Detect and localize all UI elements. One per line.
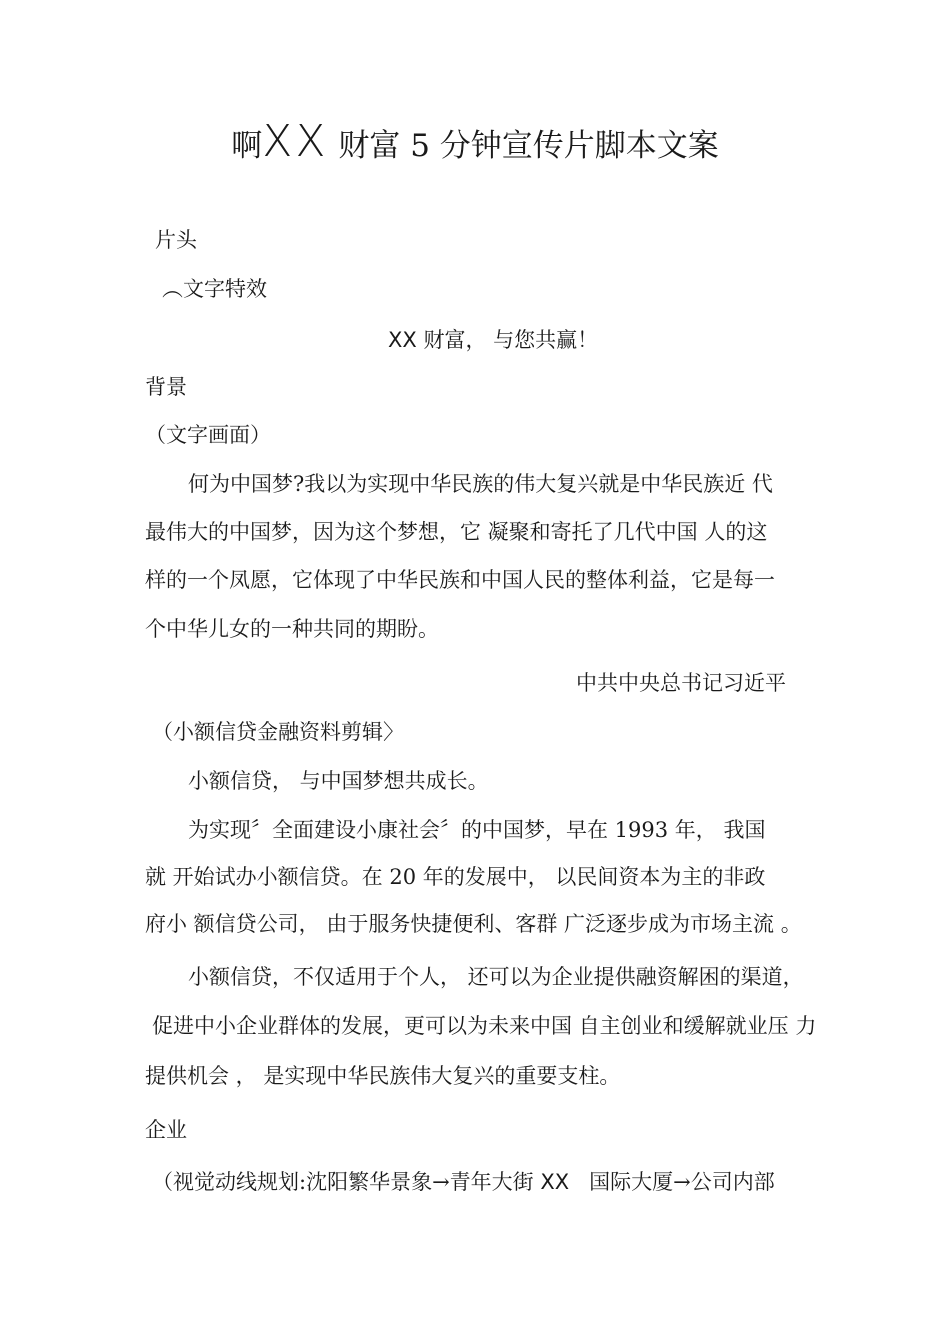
visual-text-label: （文字画面） [145,423,271,447]
quote-line: 何为中国梦?我以为实现中华民族的伟大复兴就是中华民族近 代 [188,472,773,496]
title-brand: XX [262,116,329,167]
title-prefix: 啊 [231,128,263,164]
text-effect-label: ︵文字特效 [162,277,267,301]
slogan-text: 财富， 与您共赢！ [423,328,599,352]
slogan-brand: XX [388,328,417,352]
section-heading-piantou: 片头 [155,228,197,252]
paragraph-line: 为实现〞全面建设小康社会〞的中国梦，早在 1993 年， 我国 [188,818,766,842]
paragraph-line: 提供机会 ， 是实现中华民族伟大复兴的重要支柱。 [145,1064,621,1088]
paragraph-line: 小额信贷，不仅适用于个人， 还可以为企业提供融资解困的渠道， [188,965,804,989]
quote-line: 最伟大的中国梦，因为这个梦想，它 凝聚和寄托了几代中国 人的这 [145,520,768,544]
route-brand: XX [540,1170,570,1194]
quote-line: 个中华儿女的一种共同的期盼。 [145,617,439,641]
document-title [0,118,950,170]
clip-slogan: 小额信贷， 与中国梦想共成长。 [188,769,489,793]
slogan [388,326,598,354]
paragraph-line: 促进中小企业群体的发展，更可以为未来中国 自主创业和缓解就业压 力 [152,1014,817,1038]
route-part2: 国际大厦→公司内部 [589,1170,775,1194]
title-rest: 财富 5 分钟宣传片脚本文案 [338,128,719,164]
paragraph-line: 府小 额信贷公司， 由于服务快捷便利、客群 广泛逐步成为市场主流 。 [145,912,802,936]
clip-label: （小额信贷金融资料剪辑〉 [152,720,404,744]
section-heading-background: 背景 [145,375,187,399]
route-part1: （视觉动线规划:沈阳繁华景象→青年大街 [152,1170,534,1194]
route-plan [152,1168,775,1196]
paragraph-line: 就 开始试办小额信贷。在 20 年的发展中， 以民间资本为主的非政 [145,865,766,889]
section-heading-enterprise: 企业 [145,1118,187,1142]
quote-line: 样的一个凤愿，它体现了中华民族和中国人民的整体利益，它是每一 [145,568,775,592]
quote-author: 中共中央总书记习近平 [576,671,786,695]
